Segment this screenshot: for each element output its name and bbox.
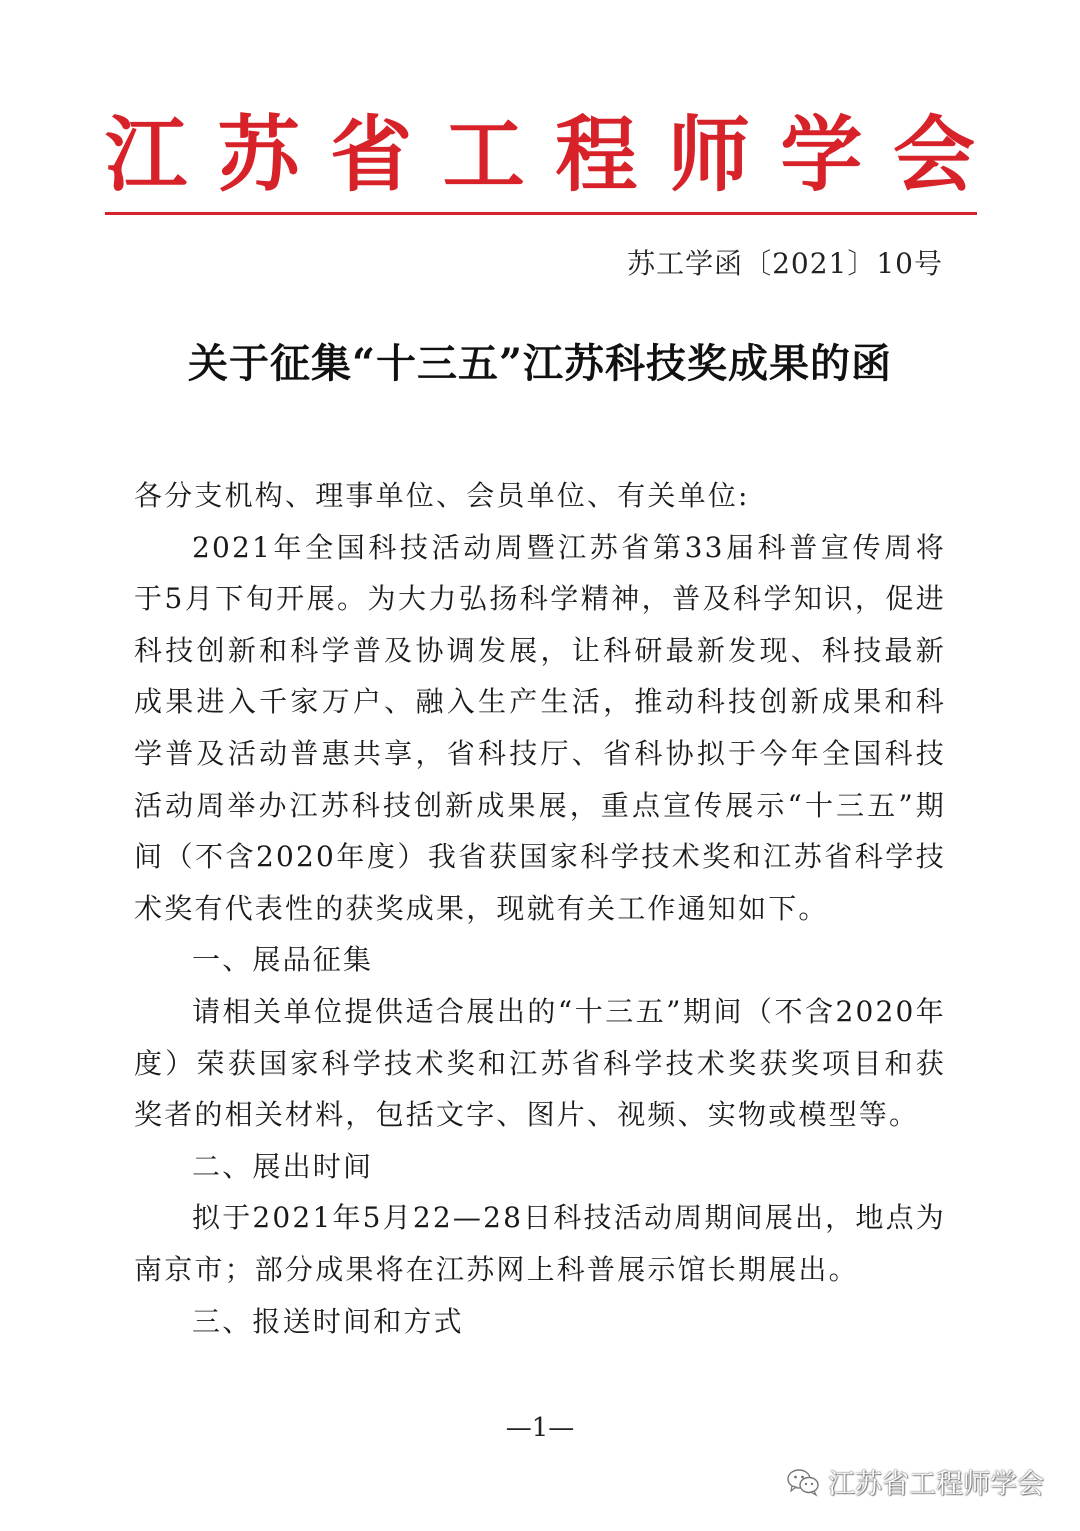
letterhead-char: 工: [442, 107, 525, 203]
page-number: —1—: [505, 1413, 575, 1443]
document-title: 关于征集“十三五”江苏科技奖成果的函: [187, 340, 892, 387]
letterhead-char: 苏: [217, 107, 300, 203]
document-number: 苏工学函〔2021〕10号: [627, 247, 943, 280]
letterhead-divider: [105, 212, 977, 215]
watermark-text: 江苏省工程师学会: [828, 1469, 1044, 1500]
letterhead-char: 师: [667, 107, 750, 203]
wechat-watermark: [786, 1462, 1044, 1501]
section-heading-3: 三、报送时间和方式: [192, 1304, 464, 1338]
letterhead-char: 程: [555, 107, 638, 203]
letterhead-char: 会: [892, 107, 975, 203]
wechat-icon: [786, 1467, 820, 1497]
intro-paragraph: 2021年全国科技活动周暨江苏省第33届科普宣传周将于5月下旬开展。为大力弘扬科学精神，普及科学知识，促进科技创新和科学普及协调发展，让科研最新发现、科技最新成果进入千家万户、融入生产生活，推动科技创新成果和科学普及活动普惠共享，省科技厅、省科协拟于今年全国科技活动周举办江苏科技创新成果展，重点宣传展示“十三五”期间（不含2020年度）我省获国家科学技术奖和江苏省科学技术奖有代表性的获奖成果，现就有关工作通知如下。: [134, 530, 946, 925]
letterhead-char: 省: [330, 107, 413, 203]
section-heading-2: 二、展出时间: [192, 1149, 374, 1183]
letterhead-char: 江: [105, 107, 188, 203]
section-paragraph-2: 拟于2021年5月22—28日科技活动周期间展出，地点为南京市；部分成果将在江苏网上科普展示馆长期展出。: [134, 1201, 946, 1286]
section-heading-1: 一、展品征集: [192, 943, 374, 977]
document-body: [134, 470, 946, 1347]
section-paragraph-1: 请相关单位提供适合展出的“十三五”期间（不含2020年度）荣获国家科学技术奖和江苏省科学技术奖获奖项目和获奖者的相关材料，包括文字、图片、视频、实物或模型等。: [134, 994, 946, 1132]
letterhead-char: 学: [780, 107, 863, 203]
salutation: 各分支机构、理事单位、会员单位、有关单位:: [134, 479, 750, 512]
letterhead-org-name: [105, 105, 975, 205]
